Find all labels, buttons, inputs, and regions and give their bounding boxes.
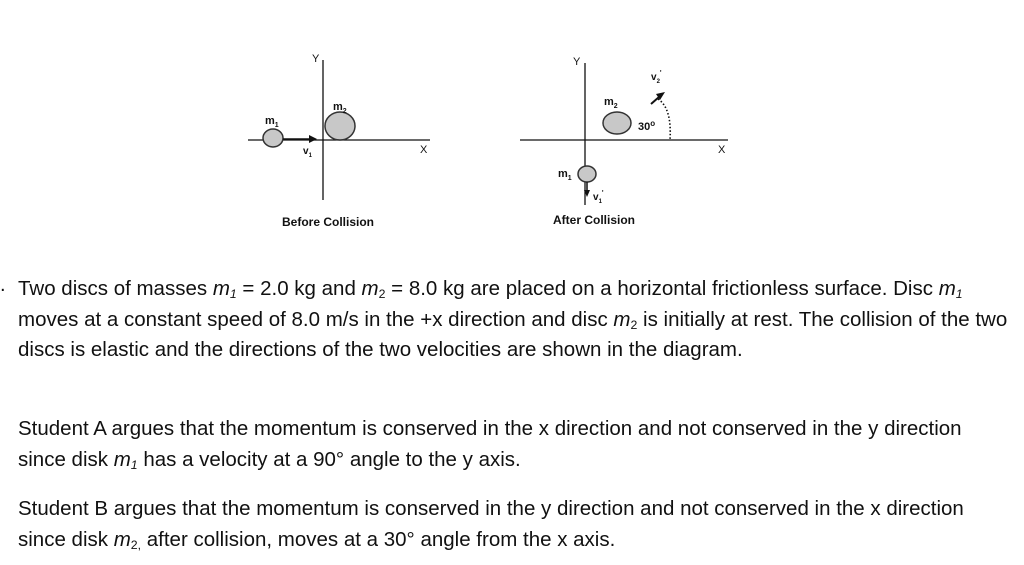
svg-text:m1 xyxy=(265,115,279,129)
after-v1-sub: 1 xyxy=(598,199,602,205)
after-v2-label: v xyxy=(651,72,657,83)
before-v1-label: v xyxy=(303,146,309,157)
after-x-axis-label: X xyxy=(718,144,726,156)
svg-text:m1 xyxy=(558,168,572,182)
after-angle-unit: o xyxy=(650,119,656,128)
student-b-argument: Student B argues that the momentum is conserved in the y direction and not conserved in the x direction since disk $m_{2,}$ after collision, moves at a 30° angle from the x axis. xyxy=(18,497,964,552)
after-v1-prime: ' xyxy=(601,190,604,197)
after-disc-m2 xyxy=(603,112,631,134)
svg-text:30o xyxy=(638,119,655,133)
before-m1-label: m xyxy=(265,115,275,127)
before-m2-sub: 2 xyxy=(342,108,347,115)
before-x-axis-label: X xyxy=(420,144,428,156)
svg-text:m2 xyxy=(604,96,618,110)
svg-text:v2' xyxy=(651,70,662,85)
svg-text:m2 xyxy=(333,101,347,115)
before-collision-diagram xyxy=(248,53,430,229)
before-y-axis-label: Y xyxy=(312,53,320,65)
after-m1-sub: 1 xyxy=(567,175,572,182)
after-v2-sub: 2 xyxy=(656,79,660,85)
after-angle-value: 30 xyxy=(638,121,651,133)
after-v1-label: v xyxy=(593,192,599,203)
before-m1-sub: 1 xyxy=(274,122,279,129)
collision-diagram xyxy=(0,0,1024,250)
after-m2-sub: 2 xyxy=(613,103,618,110)
student-a-argument: Student A argues that the momentum is conserved in the x direction and not conserved in the y direction since disk $m_1$ has a velocity at a 90° angle to the y axis. xyxy=(18,417,962,472)
after-disc-m1 xyxy=(578,166,596,182)
before-m2-label: m xyxy=(333,101,343,113)
list-bullet: . xyxy=(0,274,6,296)
problem-statement: Two discs of masses $m_1 = 2.0$ kg and $m_2 = 8.0$ kg are placed on a horizontal frictionless surface. Disc $m_1$ moves at a constant speed of 8.0 m/s in the +x direction and disc $m_2$ is initially at rest. The collision of the two discs is elastic and the directions of the two velocities are shown in the diagram. xyxy=(18,277,1008,361)
after-m1-label: m xyxy=(558,168,568,180)
after-m2-label: m xyxy=(604,96,614,108)
after-collision-diagram xyxy=(520,56,728,227)
after-y-axis-label: Y xyxy=(573,56,581,68)
after-caption: After Collision xyxy=(553,213,636,227)
before-disc-m2 xyxy=(325,112,355,140)
svg-text:v1' xyxy=(593,190,604,205)
before-caption: Before Collision xyxy=(282,215,375,229)
after-v2-arrow xyxy=(651,97,659,104)
svg-text:v1 xyxy=(303,146,313,159)
before-disc-m1 xyxy=(263,129,283,147)
before-v1-sub: 1 xyxy=(308,153,312,159)
before-velocity-arrowhead xyxy=(309,135,317,143)
after-angle-arc xyxy=(658,99,670,140)
after-v2-prime: ' xyxy=(659,70,662,77)
